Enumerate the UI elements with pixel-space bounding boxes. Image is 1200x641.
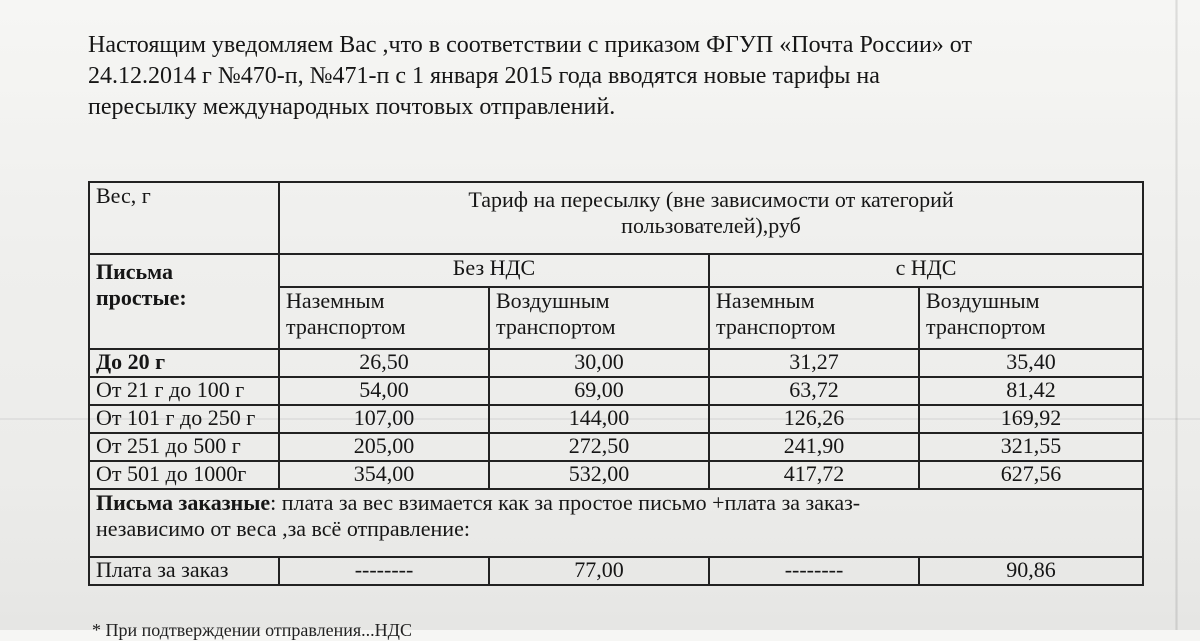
ground-label-1: Наземным: [286, 288, 385, 313]
registered-letters-title: Письма заказные: [96, 490, 271, 515]
fee-ground-no-vat: --------: [279, 557, 489, 585]
ground-no-vat-cell: 54,00: [279, 377, 489, 405]
air-vat-cell: 321,55: [919, 433, 1143, 461]
ground-label-2: транспортом: [716, 314, 836, 339]
registered-letters-text-1: : плата за вес взимается как за простое письмо +плата за заказ-: [270, 490, 861, 515]
table-row: [89, 349, 1143, 377]
header-row-title: [89, 182, 1143, 254]
ground-vat-cell: 126,26: [709, 405, 919, 433]
fee-ground-vat: --------: [709, 557, 919, 585]
air-vat-cell: 81,42: [919, 377, 1143, 405]
tariff-table: [88, 181, 1144, 586]
ground-vat-cell: 417,72: [709, 461, 919, 489]
fee-air-vat: 90,86: [919, 557, 1143, 585]
air-no-vat-header: [489, 287, 709, 349]
section-simple-line-1: Письма: [96, 259, 174, 284]
air-label-1: Воздушным: [926, 288, 1040, 313]
fee-air-no-vat: 77,00: [489, 557, 709, 585]
tariff-title-line-1: Тариф на пересылку (вне зависимости от категорий: [468, 187, 954, 212]
ground-vat-header: [709, 287, 919, 349]
ground-no-vat-cell: 354,00: [279, 461, 489, 489]
air-no-vat-cell: 30,00: [489, 349, 709, 377]
table-row: [89, 377, 1143, 405]
intro-line-2: 24.12.2014 г №470-п, №471-п с 1 января 2015 года вводятся новые тарифы на: [88, 63, 880, 89]
ground-no-vat-cell: 205,00: [279, 433, 489, 461]
air-label-1: Воздушным: [496, 288, 610, 313]
air-no-vat-cell: 144,00: [489, 405, 709, 433]
ground-no-vat-cell: 107,00: [279, 405, 489, 433]
registration-fee-row: [89, 557, 1143, 585]
table-row: [89, 461, 1143, 489]
table-row: [89, 405, 1143, 433]
air-vat-cell: 169,92: [919, 405, 1143, 433]
with-vat-header: с НДС: [709, 254, 1143, 287]
ground-vat-cell: 31,27: [709, 349, 919, 377]
intro-line-1: Настоящим уведомляем Вас ,что в соответствии с приказом ФГУП «Почта России» от: [88, 32, 972, 58]
air-label-2: транспортом: [496, 314, 616, 339]
ground-no-vat-cell: 26,50: [279, 349, 489, 377]
air-no-vat-cell: 69,00: [489, 377, 709, 405]
ground-label-1: Наземным: [716, 288, 815, 313]
header-row-vat: [89, 254, 1143, 287]
without-vat-header: Без НДС: [279, 254, 709, 287]
intro-line-3: пересылку международных почтовых отправлений.: [88, 94, 616, 120]
air-vat-cell: 627,56: [919, 461, 1143, 489]
weight-cell: От 101 г до 250 г: [89, 405, 279, 433]
section-simple-line-2: простые:: [96, 285, 187, 310]
table-row: [89, 433, 1143, 461]
ground-label-2: транспортом: [286, 314, 406, 339]
weight-cell: До 20 г: [89, 349, 279, 377]
air-no-vat-cell: 272,50: [489, 433, 709, 461]
registered-letters-text-2: независимо от веса ,за всё отправление:: [96, 516, 470, 541]
weight-cell: От 501 до 1000г: [89, 461, 279, 489]
ground-no-vat-header: [279, 287, 489, 349]
weight-cell: От 251 до 500 г: [89, 433, 279, 461]
registered-letters-row: [89, 489, 1143, 557]
ground-vat-cell: 241,90: [709, 433, 919, 461]
tariff-title-line-2: пользователей),руб: [621, 213, 801, 238]
registered-letters-note: [89, 489, 1143, 557]
intro-paragraph: [88, 30, 1088, 123]
section-simple-letters: [89, 254, 279, 349]
fee-label: Плата за заказ: [89, 557, 279, 585]
paper-fold: [1175, 0, 1178, 630]
ground-vat-cell: 63,72: [709, 377, 919, 405]
weight-header: Вес, г: [89, 182, 279, 254]
footnote: * При подтверждении отправления...НДС: [92, 620, 412, 640]
air-vat-header: [919, 287, 1143, 349]
tariff-title: [279, 182, 1143, 254]
air-no-vat-cell: 532,00: [489, 461, 709, 489]
weight-cell: От 21 г до 100 г: [89, 377, 279, 405]
air-label-2: транспортом: [926, 314, 1046, 339]
air-vat-cell: 35,40: [919, 349, 1143, 377]
